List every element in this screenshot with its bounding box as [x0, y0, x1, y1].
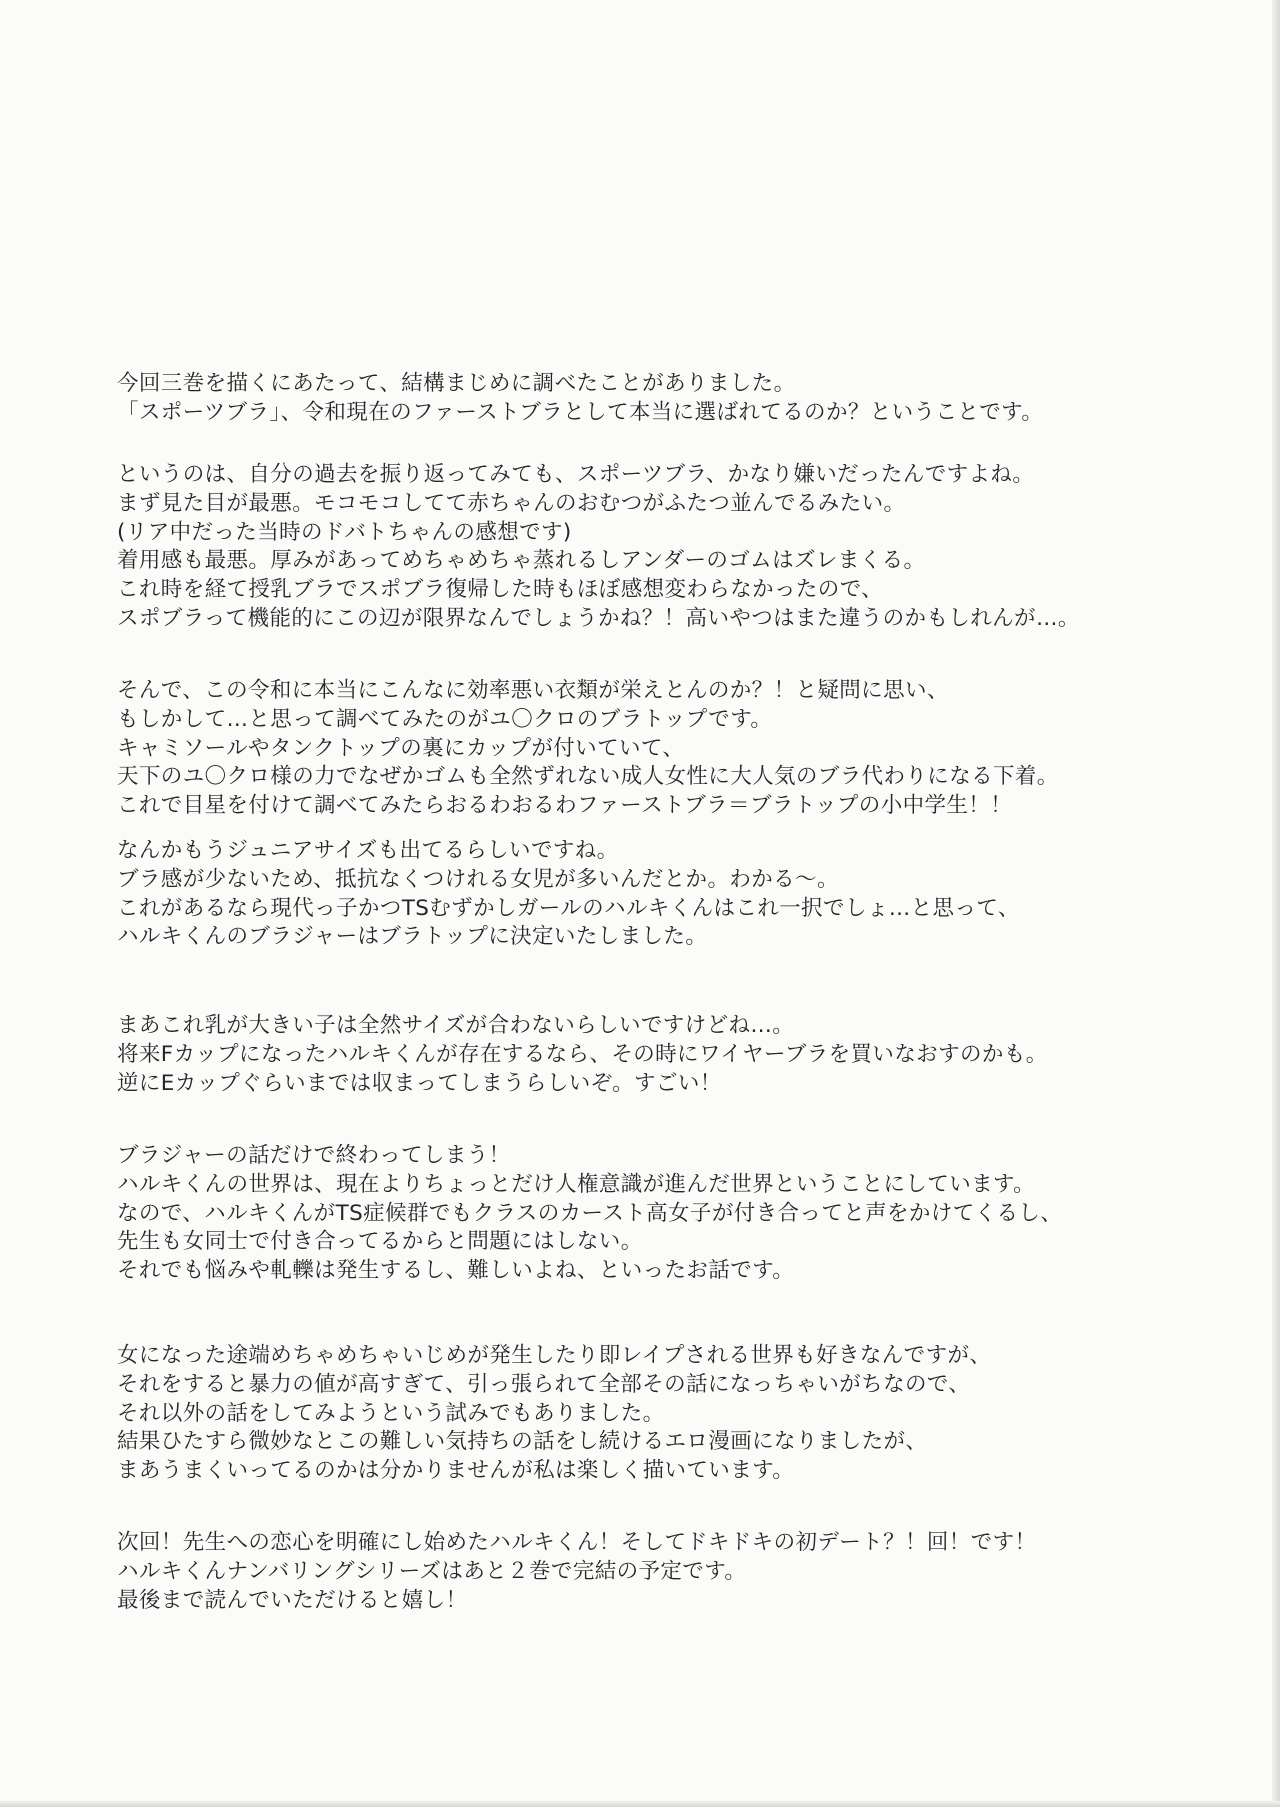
paragraph-size-limits	[117, 1012, 1177, 1098]
text-line: 今回三巻を描くにあたって、結構まじめに調べたことがありました。	[117, 371, 796, 396]
text-line: (リア中だった当時のドバトちゃんの感想です)	[117, 519, 572, 545]
text-line: 着用感も最悪。厚みがあってめちゃめちゃ蒸れるしアンダーのゴムはズレまくる。	[117, 548, 926, 574]
text-line: ブラジャーの話だけで終わってしまう！	[117, 1143, 511, 1168]
text-line: それをすると暴力の値が高すぎて、引っ張られて全部その話になっちゃいがちなので、	[117, 1371, 971, 1397]
text-line: ハルキくんのブラジャーはブラトップに決定いたしました。	[117, 924, 708, 950]
paragraph-sports-bra-memories	[117, 461, 1177, 634]
text-line: それでも悩みや軋轢は発生するし、難しいよね、といったお話です。	[117, 1258, 795, 1284]
text-line: これで目星を付けて調べてみたらおるわおるわファーストブラ＝ブラトップの小中学生！！	[117, 793, 1013, 819]
text-line: ブラ感が少ないため、抵抗なくつけれる女児が多いんだとか。わかる～。	[117, 866, 839, 892]
text-line: なんかもうジュニアサイズも出てるらしいですね。	[117, 838, 619, 863]
text-line: 「スポーツブラ」、令和現在のファーストブラとして本当に選ばれてるのか？ということです。	[117, 399, 1044, 425]
text-line: キャミソールやタンクトップの裏にカップが付いていて、	[117, 735, 685, 761]
text-line: 逆にEカップぐらいまでは収まってしまうらしいぞ。すごい！	[117, 1070, 722, 1096]
text-line: ハルキくんの世界は、現在よりちょっとだけ人権意識が進んだ世界ということにしています。	[117, 1171, 1036, 1197]
text-line: 結果ひたすら微妙なとこの難しい気持ちの話をし続けるエロ漫画になりましたが、	[117, 1429, 928, 1455]
scan-edge-bottom	[0, 1801, 1280, 1807]
text-line: なので、ハルキくんがTS症候群でもクラスのカースト高女子が付き合ってと声をかけてくるし、	[117, 1200, 1063, 1226]
text-line: もしかして…と思って調べてみたのがユ〇クロのブラトップです。	[117, 706, 773, 732]
paragraph-bra-top-research	[117, 677, 1177, 821]
text-line: 先生も女同士で付き合ってるからと問題にはしない。	[117, 1229, 643, 1255]
text-line: というのは、自分の過去を振り返ってみても、スポーツブラ、かなり嫌いだったんですよね。	[117, 462, 1035, 487]
paragraph-next-volume	[117, 1529, 1177, 1615]
paragraph-world-setting	[117, 1142, 1177, 1286]
text-line: スポブラって機能的にこの辺が限界なんでしょうかね？！高いやつはまた違うのかもしれんが…。	[117, 605, 1080, 631]
text-line: これ時を経て授乳ブラでスポブラ復帰した時もほぼ感想変わらなかったので、	[117, 577, 884, 603]
paragraph-junior-size	[117, 837, 1177, 952]
text-line: ハルキくんナンバリングシリーズはあと２巻で完結の予定です。	[117, 1558, 747, 1584]
paragraph-intro	[117, 370, 1177, 428]
text-line: まあうまくいってるのかは分かりませんが私は楽しく描いています。	[117, 1458, 795, 1484]
text-line: そんで、この令和に本当にこんなに効率悪い衣類が栄えとんのか？！と疑問に思い、	[117, 678, 949, 703]
text-line: 女になった途端めちゃめちゃいじめが発生したり即レイプされる世界も好きなんですが、	[117, 1343, 992, 1368]
text-line: 天下のユ〇クロ様の力でなぜかゴムも全然ずれない成人女性に大人気のブラ代わりになる下着。	[117, 764, 1059, 790]
text-line: まず見た目が最悪。モコモコしてて赤ちゃんのおむつがふたつ並んでるみたい。	[117, 490, 906, 516]
text-line: これがあるなら現代っ子かつTSむずかしガールのハルキくんはこれ一択でしょ…と思って、	[117, 895, 1020, 921]
text-line: 最後まで読んでいただけると嬉し！	[117, 1587, 468, 1613]
scan-edge-right	[1272, 0, 1280, 1807]
text-line: 次回！先生への恋心を明確にし始めたハルキくん！そしてドキドキの初デート？！回！です！	[117, 1530, 1037, 1555]
text-line: 将来Fカップになったハルキくんが存在するなら、その時にワイヤーブラを買いなおすのかも。	[117, 1041, 1048, 1067]
text-line: まあこれ乳が大きい子は全然サイズが合わないらしいですけどね…。	[117, 1013, 795, 1038]
paragraph-story-approach	[117, 1342, 1177, 1486]
text-line: それ以外の話をしてみようという試みでもありました。	[117, 1400, 665, 1426]
